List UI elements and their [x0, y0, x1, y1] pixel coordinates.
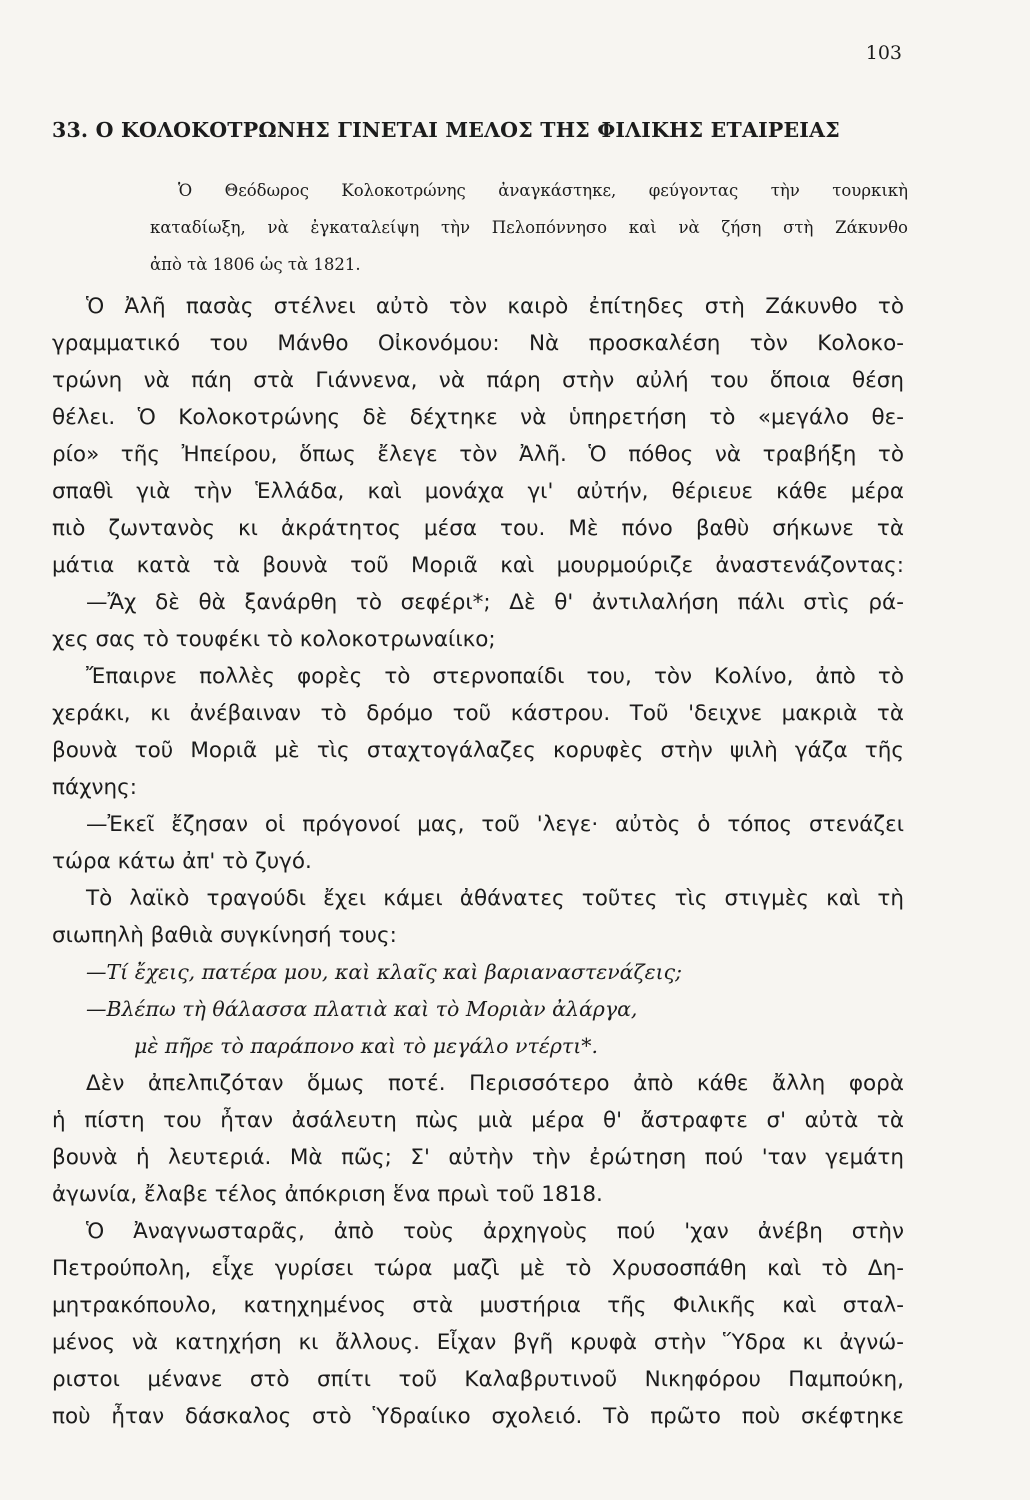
text-line: χεράκι, κι ἀνέβαιναν τὸ δρόμο τοῦ κάστρου. Τοῦ 'δειχνε μακριὰ τὰ	[52, 701, 904, 726]
text-line: Πετρούπολη, εἶχε γυρίσει τώρα μαζὶ μὲ τὸ Χρυσοσπάθη καὶ τὸ Δη-	[52, 1256, 904, 1281]
text-line: γραμματικό του Μάνθο Οἰκονόμου: Νὰ προσκαλέση τὸν Κολοκο-	[52, 331, 904, 356]
text-line: —Ἐκεῖ ἔζησαν οἱ πρόγονοί μας, τοῦ 'λεγε· αὐτὸς ὁ τόπος στενάζει	[86, 812, 904, 837]
page-number: 103	[865, 42, 902, 64]
text-line: τώρα κάτω ἀπ' τὸ ζυγό.	[52, 849, 312, 874]
chapter-summary	[150, 172, 908, 283]
text-line: σπαθὶ γιὰ τὴν Ἑλλάδα, καὶ μονάχα γι' αὐτήν, θέριευε κάθε μέρα	[52, 479, 904, 504]
text-line: ριστοι μένανε στὸ σπίτι τοῦ Καλαβρυτινοῦ Νικηφόρου Παμπούκη,	[52, 1367, 904, 1392]
summary-line: Ὁ Θεόδωρος Κολοκοτρώνης ἀναγκάστηκε, φεύγοντας τὴν τουρκικὴ	[178, 181, 908, 200]
text-line: ποὺ ἦταν δάσκαλος στὸ Ὑδραίικο σχολειό. Τὸ πρῶτο ποὺ σκέφτηκε	[52, 1404, 904, 1429]
text-line: πιὸ ζωντανὸς κι ἀκράτητος μέσα του. Μὲ πόνο βαθὺ σήκωνε τὰ	[52, 516, 904, 541]
text-line: πάχνης:	[52, 775, 138, 800]
text-line: μητρακόπουλο, κατηχημένος στὰ μυστήρια τῆς Φιλικῆς καὶ σταλ-	[52, 1293, 904, 1318]
text-line: ἀγωνία, ἔλαβε τέλος ἀπόκριση ἕνα πρωὶ τοῦ 1818.	[52, 1182, 603, 1207]
text-line: βουνὰ τοῦ Μοριᾶ μὲ τὶς σταχτογάλαζες κορυφὲς στὴν ψιλὴ γάζα τῆς	[52, 738, 904, 763]
text-line: θέλει. Ὁ Κολοκοτρώνης δὲ δέχτηκε νὰ ὑπηρετήση τὸ «μεγάλο θε-	[52, 405, 904, 430]
text-line: τρώνη νὰ πάη στὰ Γιάννενα, νὰ πάρη στὴν αὐλή του ὅποια θέση	[52, 368, 904, 393]
text-line: σιωπηλὴ βαθιὰ συγκίνησή τους:	[52, 923, 397, 948]
poem-line: —Βλέπω τὴ θάλασσα πλατιὰ καὶ τὸ Μοριὰν ἀλάργα,	[86, 997, 638, 1021]
text-line: Τὸ λαϊκὸ τραγούδι ἔχει κάμει ἀθάνατες τοῦτες τὶς στιγμὲς καὶ τὴ	[86, 886, 904, 911]
text-line: βουνὰ ἡ λευτεριά. Μὰ πῶς; Σ' αὐτὴν τὴν ἐρώτηση πού 'ταν γεμάτη	[52, 1145, 904, 1170]
text-line: Ἔπαιρνε πολλὲς φορὲς τὸ στερνοπαίδι του, τὸν Κολίνο, ἀπὸ τὸ	[86, 664, 904, 689]
text-line: ἡ πίστη του ἦταν ἀσάλευτη πὼς μιὰ μέρα θ' ἄστραφτε σ' αὐτὰ τὰ	[52, 1108, 904, 1133]
text-line: ρίο» τῆς Ἠπείρου, ὅπως ἔλεγε τὸν Ἀλῆ. Ὁ πόθος νὰ τραβήξη τὸ	[52, 442, 904, 467]
summary-line: καταδίωξη, νὰ ἐγκαταλείψη τὴν Πελοπόννησο καὶ νὰ ζήση στὴ Ζάκυνθο	[150, 218, 908, 237]
text-line: χες σας τὸ τουφέκι τὸ κολοκοτρωναίικο;	[52, 627, 496, 652]
body-text	[52, 288, 904, 1435]
chapter-heading: 33. Ο ΚΟΛΟΚΟΤΡΩΝΗΣ ΓΙΝΕΤΑΙ ΜΕΛΟΣ ΤΗΣ ΦΙΛΙΚΗΣ ΕΤΑΙΡΕΙΑΣ	[52, 118, 840, 142]
poem-line: μὲ πῆρε τὸ παράπονο καὶ τὸ μεγάλο ντέρτι*.	[134, 1034, 599, 1058]
text-line: —Ἄχ δὲ θὰ ξανάρθη τὸ σεφέρι*; Δὲ θ' ἀντιλαλήση πάλι στὶς ρά-	[86, 590, 904, 615]
text-line: Ὁ Ἀναγνωσταρᾶς, ἀπὸ τοὺς ἀρχηγοὺς πού 'χαν ἀνέβη στὴν	[86, 1219, 904, 1244]
text-line: μένος νὰ κατηχήση κι ἄλλους. Εἶχαν βγῆ κρυφὰ στὴν Ὕδρα κι ἀγνώ-	[52, 1330, 904, 1355]
text-line: μάτια κατὰ τὰ βουνὰ τοῦ Μοριᾶ καὶ μουρμούριζε ἀναστενάζοντας:	[52, 553, 904, 578]
summary-line: ἀπὸ τὰ 1806 ὡς τὰ 1821.	[150, 255, 361, 274]
text-line: Ὁ Ἀλῆ πασὰς στέλνει αὐτὸ τὸν καιρὸ ἐπίτηδες στὴ Ζάκυνθο τὸ	[86, 294, 904, 319]
poem-line: —Τί ἔχεις, πατέρα μου, καὶ κλαῖς καὶ βαριαναστενάζεις;	[86, 960, 683, 984]
text-line: Δὲν ἀπελπιζόταν ὅμως ποτέ. Περισσότερο ἀπὸ κάθε ἄλλη φορὰ	[86, 1071, 904, 1096]
